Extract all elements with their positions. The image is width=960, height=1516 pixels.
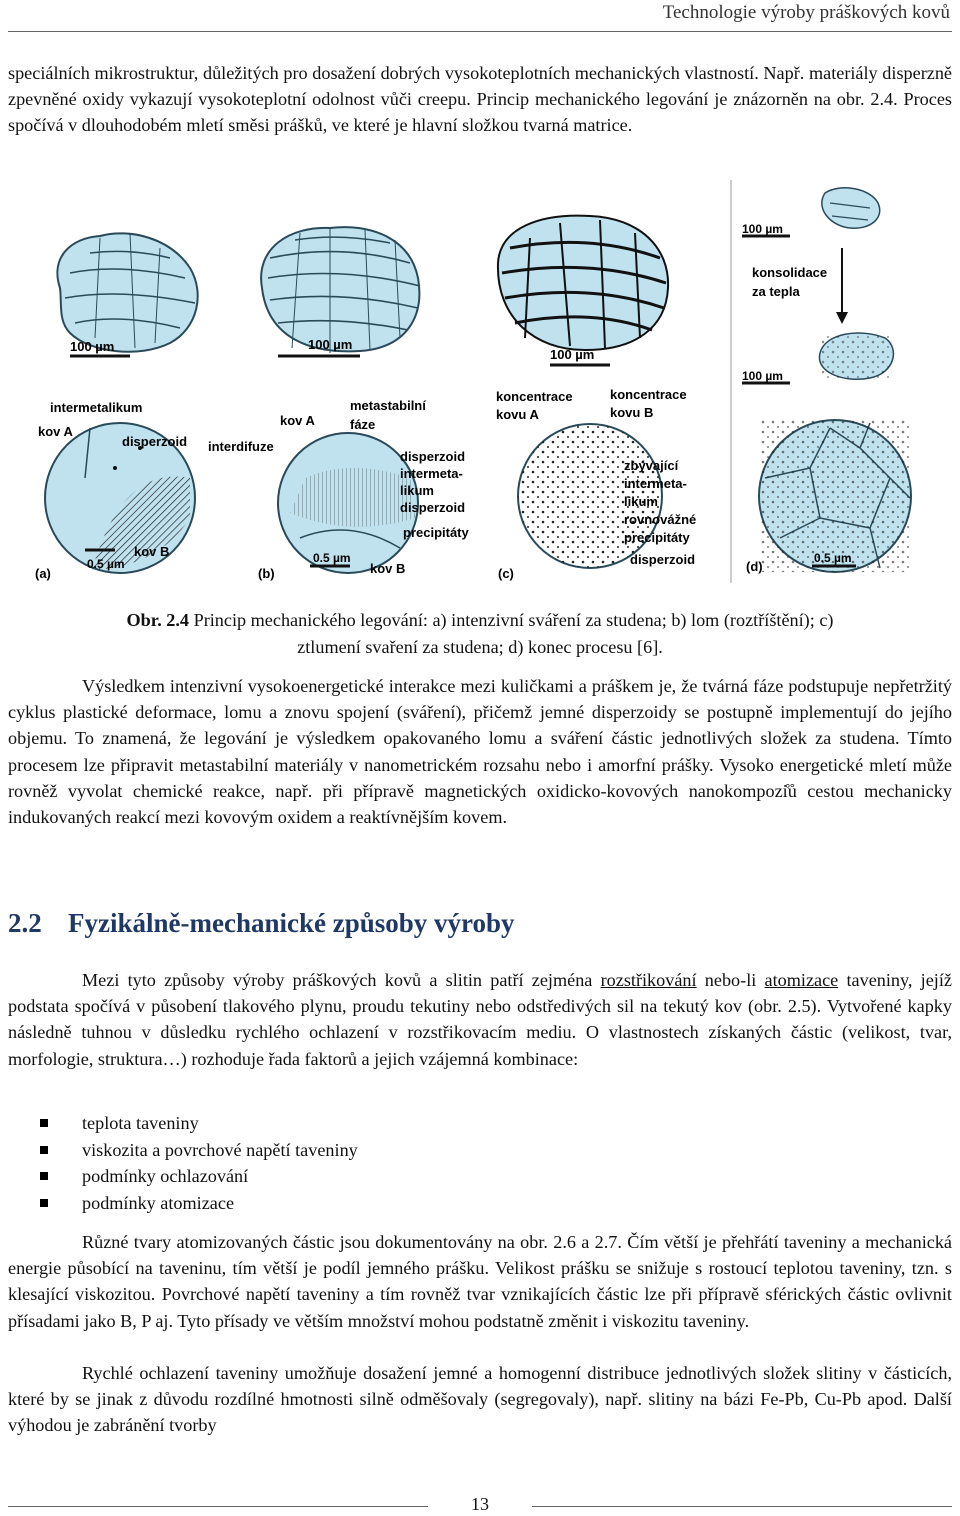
list-item: podmínky atomizace: [40, 1190, 358, 1217]
label-kov-b: kov B: [134, 544, 170, 559]
scale-d-top: 100 µm: [742, 222, 783, 236]
caption-text-2: ztlumení svaření za studena; d) konec procesu [6].: [297, 637, 663, 657]
label-intermetalikum: intermetalikum: [50, 400, 143, 415]
particle-d-top: [822, 188, 880, 228]
label-kov-a-b: kov A: [280, 413, 315, 428]
list-item: viskozita a povrchové napětí taveniny: [40, 1137, 358, 1164]
label-likum: likum: [400, 483, 434, 498]
scale-d-mid: 100 µm: [742, 369, 783, 383]
label-koncentrace-a: koncentrace: [496, 389, 573, 404]
label-c: (c): [498, 566, 514, 581]
label-a: (a): [35, 566, 51, 581]
list-item: teplota taveniny: [40, 1110, 358, 1137]
label-konsolidace: konsolidace: [752, 265, 828, 280]
micro-d: [759, 420, 911, 572]
list-item: podmínky ochlazování: [40, 1163, 358, 1190]
figure-caption: [0, 607, 960, 661]
label-b: (b): [258, 566, 275, 581]
scale-a-top: 100 µm: [70, 339, 115, 354]
link-atomizace[interactable]: atomizace: [764, 970, 839, 990]
label-disperzoid-c: disperzoid: [630, 552, 696, 567]
particle-d-consolidated: [819, 333, 893, 379]
label-metastabilni: metastabilní: [350, 398, 426, 413]
label-zbyvajici: zbývající: [624, 458, 679, 473]
intro-paragraph: speciálních mikrostruktur, důležitých pro dosažení dobrých vysokoteplotních mechanických vlastností. Např. materiály disperzně zpevněné oxidy vykazují vysokoteplotní odolnost vůči creepu. Princip mechanického legování je znázorněn na obr. 2.4. Proces spočívá v dlouhodobém mletí směsi prášků, ve které je hlavní složkou tvarná matrice.: [8, 63, 952, 136]
label-likum2: likum: [624, 494, 658, 509]
label-kovu-a: kovu A: [496, 407, 539, 422]
label-koncentrace-b: koncentrace: [610, 387, 687, 402]
label-disperzoid-b2: disperzoid: [400, 500, 466, 515]
page-header: [0, 0, 960, 32]
section-number: 2.2: [8, 908, 42, 938]
label-rovnovazne: rovnovážné: [624, 512, 697, 527]
paragraph-3-part-3: taveniny, jejíž podstata spočívá v působení tlakového plynu, proudu tekutiny nebo odstředivých sil na tekutý kov (obr. 2.5). Vytvořené kapky následně tuhnou v důsledku rychlého ochlazení v rozstřikovacím mediu. O vlastnostech získaných částic (velikost, tvar, morfologie, struktura…) rozhoduje řada faktorů a jejich vzájemná kombinace:: [8, 970, 952, 1069]
label-precipitaty: precipitáty: [403, 525, 469, 540]
label-d: (d): [746, 559, 763, 574]
label-precipitaty2: precipitáty: [624, 530, 690, 545]
scale-b-top: 100 µm: [308, 337, 353, 352]
figure-mechanical-alloying: [30, 178, 930, 583]
caption-text-1: Princip mechanického legování: a) intenzivní sváření za studena; b) lom (roztříštění); c): [189, 610, 834, 630]
label-kovu-b: kovu B: [610, 405, 654, 420]
paragraph-4: Různé tvary atomizovaných částic jsou dokumentovány na obr. 2.6 a 2.7. Čím větší je přehřátí taveniny a mechanická energie působící na taveninu, tím větší je podíl jemného prášku. Velikost prášku se snižuje s rostoucí teplotou taveniny, tzn. s klesající viskozitou. Povrchové napětí taveniny a tím rovněž tvar vznikajících částic lze při přípravě sférických částic ovlivnit přísadami jako B, P aj. Tyto přísady ve větším množství mohou podstatně změnit i viskozitu taveniny.: [8, 1232, 952, 1331]
particle-b: [261, 227, 420, 353]
label-disperzoid-b: disperzoid: [400, 449, 466, 464]
caption-label: Obr. 2.4: [126, 610, 190, 630]
scale-d-bottom: 0.5 µm: [814, 551, 852, 565]
label-intermeta2: intermeta-: [624, 476, 687, 491]
label-za-tepla: za tepla: [752, 284, 800, 299]
arrow-down-icon: [836, 312, 848, 324]
particle-c: [498, 216, 668, 350]
paragraph-3: [8, 967, 952, 1072]
label-kov-b-b: kov B: [370, 561, 406, 576]
link-rozstrikovani[interactable]: rozstřikování: [600, 970, 697, 990]
label-interdifuze: interdifuze: [208, 439, 274, 454]
paragraph-3-part-2: nebo-li: [696, 970, 765, 990]
paragraph-3-part-1: Mezi tyto způsoby výroby práškových kovů a slitin patří zejména: [82, 970, 601, 990]
figure-illustration: [30, 178, 930, 583]
label-faze: fáze: [350, 417, 376, 432]
factor-list: [40, 1110, 358, 1216]
label-intermeta: intermeta-: [400, 466, 463, 481]
scale-b-bottom: 0.5 µm: [313, 551, 351, 565]
header-title: Technologie výroby práškových kovů: [662, 2, 950, 23]
paragraph-5: Rychlé ochlazení taveniny umožňuje dosažení jemné a homogenní distribuce jednotlivých složek slitiny v částicích, které by se jinak z důvodu rozdílné hmotnosti silně odměšovaly (segregovaly), např. slitiny na bázi Fe-Pb, Cu-Pb apod. Další výhodou je zabránění tvorby: [8, 1363, 952, 1436]
page-number: 13: [471, 1494, 489, 1514]
particle-a: [57, 233, 197, 352]
footer-rule-right: [532, 1506, 952, 1507]
scale-c-top: 100 µm: [550, 347, 595, 362]
label-kov-a: kov A: [38, 424, 73, 439]
header-rule: [8, 31, 952, 32]
section-heading: [8, 908, 515, 939]
paragraph-2: Výsledkem intenzivní vysokoenergetické interakce mezi kuličkami a práškem je, že tvárná fáze podstupuje nepřetržitý cyklus plastické deformace, lomu a znovu spojení (sváření), přičemž jemné disperzoidy se postupně implementují do jejího objemu. To znamená, že legování je výsledkem opakovaného lomu a sváření částic jednotlivých složek za studena. Tímto procesem lze připravit metastabilní materiály v nanometrickém rozsahu nebo i amorfní prášky. Vysoko energetické mletí může rovněž vyvolat chemické reakce, např. při přípravě magnetických oxidicko-kovových nanokompozi̊ů cestou mechanicky indukovaných reakcí mezi kovovým oxidem a reaktívnějším kovem.: [8, 676, 952, 828]
section-title: Fyzikálně-mechanické způsoby výroby: [68, 908, 515, 938]
label-disperzoid-a: disperzoid: [122, 434, 188, 449]
scale-a-bottom: 0.5 µm: [87, 557, 125, 571]
